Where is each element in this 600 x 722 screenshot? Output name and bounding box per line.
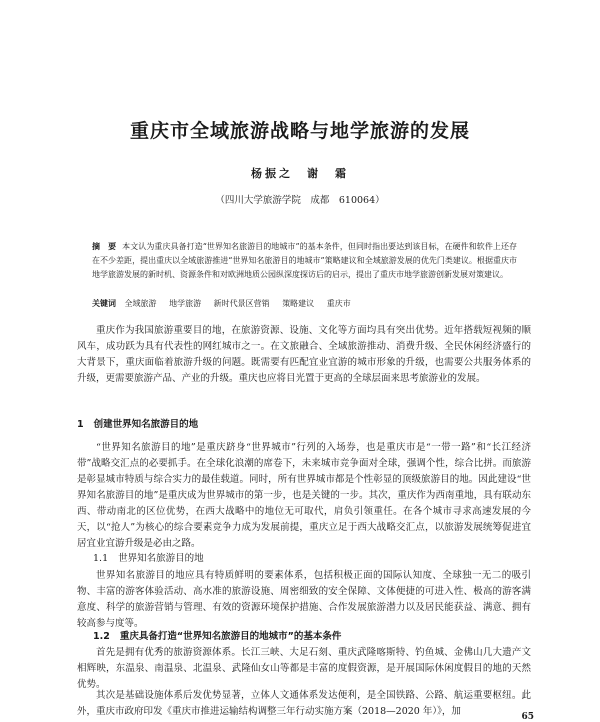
body-paragraph: “世界知名旅游目的地”是重庆跻身“世界城市”行列的入场券，也是重庆市是“一带一路”和“长江经济带”战略交汇点的必要抓手。在全球化浪潮的席卷下，未来城市竞争面对全球，强调个性，综合比拼。而旅游是彰显城市特质与综合实力的最佳载道。同时，所有世界城市都是个性彰显的顶级旅游目的地。因此建设“世界知名旅游目的地”是重庆成为世界城市的第一步，也是关键的一步。其次，重庆作为西南重地，具有联动东西、带动南北的区位优势，在西大战略中的地位无可取代，肩负引领重任。在各个城市寻求高速发展的今天，以“抢人”为核心的综合要素竞争力成为发展前提，重庆立足于西大战略交汇点，以旅游发展统筹促进宜居宜业宜游升级是必由之路。 [77, 442, 531, 549]
keyword: 新时代景区营销 [213, 299, 270, 308]
subsection-title: 世界知名旅游目的地 [118, 553, 204, 564]
author-affiliation: （四川大学旅游学院 成都 610064） [215, 195, 385, 206]
abstract-label: 摘 要 [92, 242, 117, 251]
keyword: 策略建议 [282, 299, 315, 308]
page-number: 65 [521, 712, 534, 722]
body-paragraph: 其次是基础设施体系后发优势显著，立体人文通体系发达便利，是全国铁路、公路、航运重要枢纽。此外，重庆市政府印发《重庆市推进运输结构调整三年行动实施方案（2018—2020 年）》，加 [77, 690, 531, 717]
keyword: 全域旅游 [124, 299, 157, 308]
section-title: 创建世界知名旅游目的地 [93, 419, 199, 430]
abstract [92, 240, 517, 282]
subsection-number: 1.1 [93, 553, 109, 564]
subsection-heading [93, 550, 204, 564]
keywords [92, 297, 517, 311]
intro-paragraph: 重庆作为我国旅游重要目的地，在旅游资源、设施、文化等方面均具有突出优势。近年搭载短视频的顺风车，成功跃为具有代表性的网红城市之一。在文旅融合、全域旅游推动、消费升级、全民休闲经济盛行的大背景下，重庆面临着旅游升级的问题。既需要有匹配宜业宜游的城市形象的升级，也需要公共服务体系的升级，更需要旅游产品、产业的升级。重庆也应将目光置于更高的全球层面来思考旅游业的发展。 [77, 325, 531, 384]
abstract-text: 本文认为重庆具备打造“世界知名旅游目的地城市”的基本条件，但同时指出要达到该目标，在硬件和软件上还存在不少差距，提出重庆以全域旅游推进“世界知名旅游目的地城市”策略建议和全域旅游发展的优先门类建议。根据重庆市地学旅游发展的新时机、资源条件和对欧洲地质公园纵深度探访后的启示，提出了重庆市地学旅游创新发展对策建议。 [92, 242, 517, 279]
section-heading [77, 416, 198, 430]
keywords-label: 关键词 [92, 299, 116, 308]
subsection-number: 1.2 [93, 631, 110, 642]
body-paragraph: 世界知名旅游目的地应具有特质鲜明的要素体系，包括积极正面的国际认知度、全球独一无二的吸引物、丰富的游客体验活动、高水准的旅游设施、周密细致的安全保障、文体便捷的可进入性、极高的游客满意度、科学的旅游营销与管理、有效的资源环境保护措施、合作发展旅游潜力以及居民能获益、满意、拥有较高参与度等。 [77, 570, 531, 629]
subsection-heading [93, 628, 341, 642]
body-paragraph: 首先是拥有优秀的旅游资源体系。长江三峡、大足石刻、重庆武隆喀斯特、钓鱼城、金佛山几大遗产文相辉映，东温泉、南温泉、北温泉、武隆仙女山等都是丰富的度假资源，是开展国际休闲度假目的地的天然优势。 [77, 647, 531, 690]
subsection-title: 重庆具备打造“世界知名旅游目的地城市”的基本条件 [119, 631, 342, 642]
section-number: 1 [77, 419, 84, 430]
article-authors: 杨振之 谢 霜 [251, 167, 349, 180]
article-title: 重庆市全域旅游战略与地学旅游的发展 [129, 120, 470, 142]
keyword: 地学旅游 [169, 299, 202, 308]
keyword: 重庆市 [326, 299, 351, 308]
